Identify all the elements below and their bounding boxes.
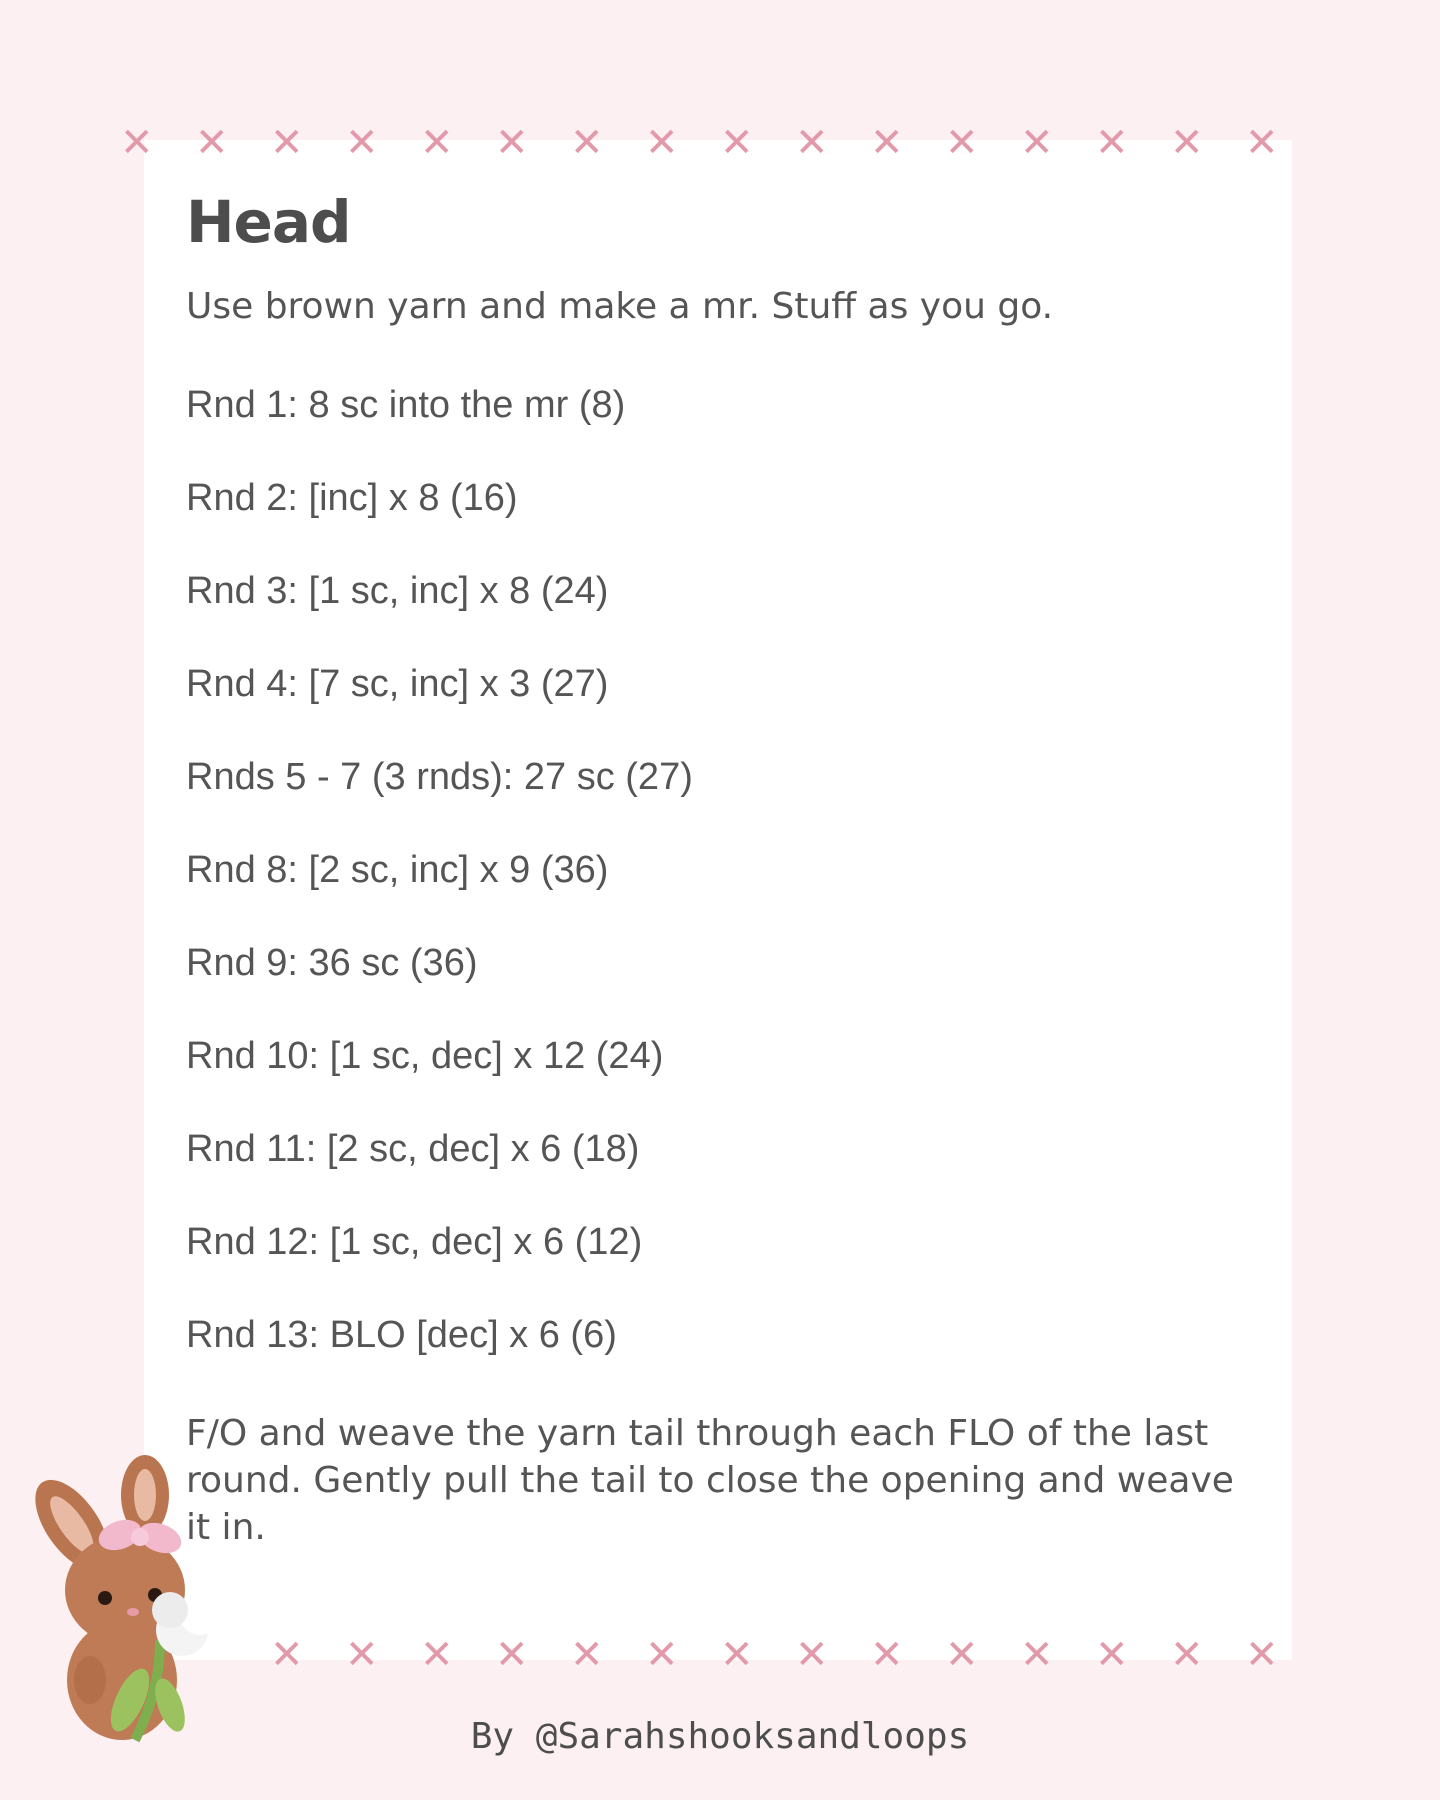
stitch-x-icon: ✕ [1095, 120, 1129, 166]
stitch-x-icon: ✕ [420, 120, 454, 166]
round-list [186, 380, 693, 1403]
intro-text: Use brown yarn and make a mr. Stuff as you go. [186, 286, 1054, 327]
stitch-x-icon: ✕ [720, 1632, 754, 1678]
stitch-x-icon: ✕ [870, 1632, 904, 1678]
author-credit: By @Sarahshooksandloops [470, 1716, 970, 1757]
stitch-x-icon: ✕ [570, 120, 604, 166]
round-item: Rnd 13: BLO [dec] x 6 (6) [186, 1314, 617, 1356]
round-item: Rnd 3: [1 sc, inc] x 8 (24) [186, 570, 609, 612]
stitch-x-icon: ✕ [1020, 1632, 1054, 1678]
finishing-instructions: F/O and weave the yarn tail through each FLO of the last round. Gently pull the tail to close the opening and weave it in. [186, 1413, 1234, 1548]
bottom-stitch-border [120, 1630, 1320, 1680]
round-item: Rnd 8: [2 sc, inc] x 9 (36) [186, 849, 609, 891]
crochet-bunny-illustration [10, 1450, 240, 1750]
stitch-x-icon: ✕ [1020, 120, 1054, 166]
stitch-x-icon: ✕ [1245, 120, 1279, 166]
stitch-x-icon: ✕ [945, 1632, 979, 1678]
stitch-x-icon: ✕ [645, 1632, 679, 1678]
round-item: Rnd 2: [inc] x 8 (16) [186, 477, 518, 519]
stitch-x-icon: ✕ [1245, 1632, 1279, 1678]
stitch-x-icon: ✕ [195, 120, 229, 166]
round-item: Rnd 4: [7 sc, inc] x 3 (27) [186, 663, 609, 705]
stitch-x-icon: ✕ [345, 1632, 379, 1678]
stitch-x-icon: ✕ [420, 1632, 454, 1678]
stitch-x-icon: ✕ [945, 120, 979, 166]
stitch-x-icon: ✕ [345, 120, 379, 166]
round-item: Rnd 12: [1 sc, dec] x 6 (12) [186, 1221, 643, 1263]
stitch-x-icon: ✕ [870, 120, 904, 166]
stitch-x-icon: ✕ [795, 1632, 829, 1678]
stitch-x-icon: ✕ [120, 120, 154, 166]
stitch-x-icon: ✕ [570, 1632, 604, 1678]
stitch-x-icon: ✕ [1170, 120, 1204, 166]
round-item: Rnd 9: 36 sc (36) [186, 942, 478, 984]
stitch-x-icon: ✕ [270, 120, 304, 166]
stitch-x-icon: ✕ [495, 1632, 529, 1678]
round-item: Rnd 11: [2 sc, dec] x 6 (18) [186, 1128, 640, 1170]
section-title: Head [186, 188, 351, 256]
round-item: Rnds 5 - 7 (3 rnds): 27 sc (27) [186, 756, 693, 798]
stitch-x-icon: ✕ [1095, 1632, 1129, 1678]
round-item: Rnd 1: 8 sc into the mr (8) [186, 384, 626, 426]
stitch-x-icon: ✕ [495, 120, 529, 166]
stitch-x-icon: ✕ [645, 120, 679, 166]
stitch-x-icon: ✕ [720, 120, 754, 166]
stitch-x-icon: ✕ [270, 1632, 304, 1678]
round-item: Rnd 10: [1 sc, dec] x 12 (24) [186, 1035, 664, 1077]
top-stitch-border [120, 118, 1320, 168]
stitch-x-icon: ✕ [1170, 1632, 1204, 1678]
stitch-x-icon: ✕ [795, 120, 829, 166]
